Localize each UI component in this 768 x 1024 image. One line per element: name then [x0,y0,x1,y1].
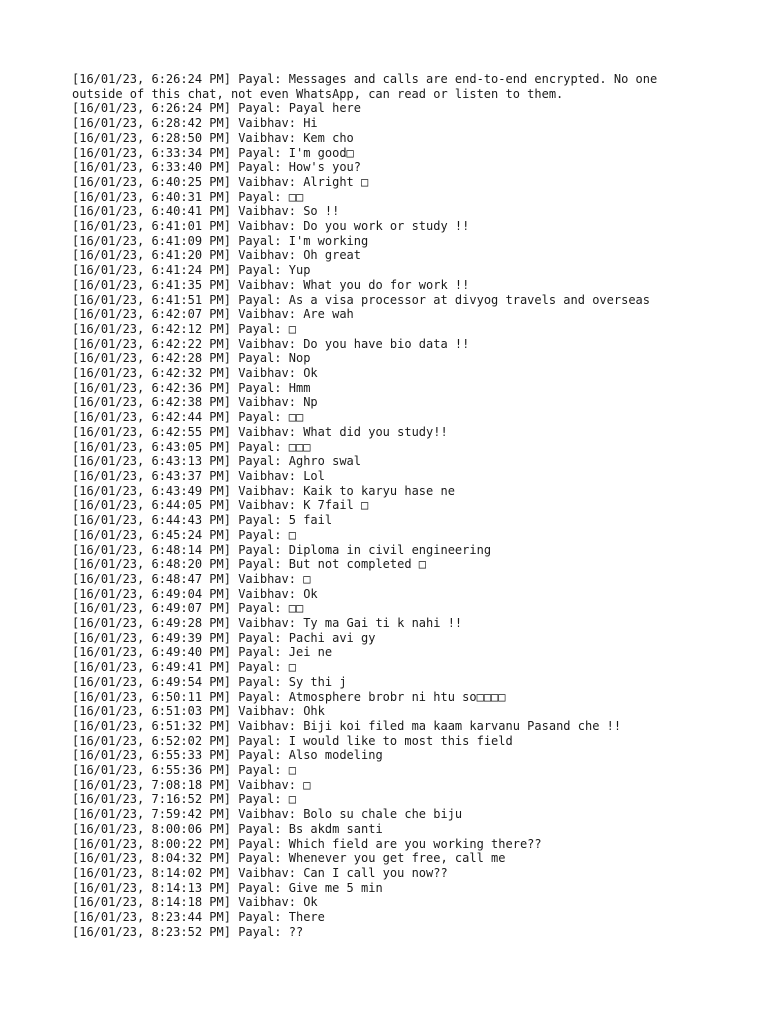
chat-line [72,601,712,616]
message-text: Payal: Bs akdm santi [238,821,383,836]
chat-line [72,837,712,852]
message-timestamp: [16/01/23, 6:42:55 PM] [72,424,231,439]
chat-line [72,454,712,469]
message-timestamp: [16/01/23, 6:43:13 PM] [72,454,231,469]
message-timestamp: [16/01/23, 7:59:42 PM] [72,807,231,822]
message-text: Payal: □ [238,763,296,778]
message-text: Payal: □□ [238,601,304,616]
message-text: Payal: ?? [238,924,304,939]
chat-line [72,322,712,337]
message-text: Vaibhav: Ok [238,586,318,601]
message-text: Vaibhav: Oh great [238,248,362,263]
message-text: Payal: □□□ [238,439,311,454]
message-text: Payal: Diploma in civil engineering [238,542,492,557]
message-text: Payal: I would like to most this field [238,733,513,748]
message-timestamp: [16/01/23, 6:40:25 PM] [72,174,231,189]
chat-line [72,792,712,807]
message-timestamp: [16/01/23, 6:28:42 PM] [72,116,231,131]
message-text: Vaibhav: Ty ma Gai ti k nahi !! [238,616,463,631]
message-timestamp: [16/01/23, 6:41:51 PM] [72,292,231,307]
message-timestamp: [16/01/23, 6:55:33 PM] [72,748,231,763]
message-text: Payal: □ [238,527,296,542]
message-timestamp: [16/01/23, 6:42:38 PM] [72,395,231,410]
message-timestamp: [16/01/23, 6:48:47 PM] [72,571,231,586]
chat-line [72,528,712,543]
chat-line [72,263,712,278]
chat-line [72,675,712,690]
message-text: Payal: Aghro swal [238,454,362,469]
message-text: Payal: Yup [238,263,311,278]
message-timestamp: [16/01/23, 8:00:06 PM] [72,821,231,836]
message-timestamp: [16/01/23, 6:43:49 PM] [72,483,231,498]
message-timestamp: [16/01/23, 6:42:28 PM] [72,351,231,366]
message-timestamp: [16/01/23, 8:00:22 PM] [72,836,231,851]
chat-line [72,72,712,101]
message-timestamp: [16/01/23, 6:41:09 PM] [72,233,231,248]
chat-line [72,763,712,778]
message-text: Vaibhav: What you do for work !! [238,277,470,292]
message-text: Payal: Nop [238,351,311,366]
chat-line [72,381,712,396]
chat-line [72,484,712,499]
message-timestamp: [16/01/23, 6:41:35 PM] [72,277,231,292]
message-timestamp: [16/01/23, 6:51:32 PM] [72,718,231,733]
chat-line [72,734,712,749]
message-text: Vaibhav: Alright □ [238,174,369,189]
message-text: Payal: Messages and calls are end-to-end encrypted. No one outside of this chat, not even WhatsApp, can read or listen to them. [72,72,658,101]
message-text: Payal: Sy thi j [238,674,347,689]
message-text: Vaibhav: Np [238,395,318,410]
chat-line [72,204,712,219]
chat-line [72,395,712,410]
message-timestamp: [16/01/23, 6:49:04 PM] [72,586,231,601]
message-text: Payal: I'm working [238,233,369,248]
chat-line [72,146,712,161]
chat-line [72,616,712,631]
message-text: Vaibhav: Ok [238,366,318,381]
chat-line [72,160,712,175]
message-timestamp: [16/01/23, 8:14:18 PM] [72,895,231,910]
message-text: Vaibhav: Can I call you now?? [238,865,448,880]
message-timestamp: [16/01/23, 7:08:18 PM] [72,777,231,792]
chat-line [72,101,712,116]
message-text: Payal: Pachi avi gy [238,630,376,645]
message-timestamp: [16/01/23, 6:52:02 PM] [72,733,231,748]
chat-line [72,278,712,293]
message-text: Vaibhav: Biji koi filed ma kaam karvanu Pasand che !! [238,718,622,733]
chat-line [72,587,712,602]
message-timestamp: [16/01/23, 6:28:50 PM] [72,130,231,145]
message-timestamp: [16/01/23, 6:42:32 PM] [72,366,231,381]
message-text: Vaibhav: Kem cho [238,130,354,145]
chat-line [72,881,712,896]
message-text: Vaibhav: Are wah [238,307,354,322]
message-timestamp: [16/01/23, 6:42:36 PM] [72,380,231,395]
message-text: Payal: I'm good□ [238,145,354,160]
chat-line [72,131,712,146]
chat-line [72,572,712,587]
chat-line [72,925,712,940]
message-text: Vaibhav: Lol [238,468,325,483]
message-text: Vaibhav: K 7fail □ [238,498,369,513]
chat-line [72,631,712,646]
chat-line [72,851,712,866]
chat-line [72,557,712,572]
message-timestamp: [16/01/23, 6:26:24 PM] [72,101,231,116]
chat-line [72,175,712,190]
chat-line [72,425,712,440]
chat-line [72,351,712,366]
message-timestamp: [16/01/23, 6:55:36 PM] [72,763,231,778]
chat-line [72,513,712,528]
chat-line [72,410,712,425]
message-text: Payal: As a visa processor at divyog travels and overseas [238,292,650,307]
message-text: Vaibhav: Do you work or study !! [238,219,470,234]
message-text: Payal: Whenever you get free, call me [238,851,506,866]
message-text: Payal: □ [238,792,296,807]
message-text: Payal: There [238,910,325,925]
chat-line [72,116,712,131]
message-text: Payal: Give me 5 min [238,880,383,895]
message-text: Payal: □ [238,660,296,675]
chat-line [72,293,712,308]
message-text: Payal: Atmosphere brobr ni htu so□□□□ [238,689,506,704]
message-text: Vaibhav: Hi [238,116,318,131]
chat-line [72,807,712,822]
message-timestamp: [16/01/23, 6:42:12 PM] [72,321,231,336]
chat-line [72,440,712,455]
message-timestamp: [16/01/23, 7:16:52 PM] [72,792,231,807]
message-timestamp: [16/01/23, 8:14:02 PM] [72,865,231,880]
chat-line [72,704,712,719]
message-text: Vaibhav: What did you study!! [238,424,448,439]
chat-line [72,543,712,558]
message-timestamp: [16/01/23, 8:23:52 PM] [72,924,231,939]
chat-line [72,895,712,910]
message-timestamp: [16/01/23, 6:41:20 PM] [72,248,231,263]
message-timestamp: [16/01/23, 6:49:41 PM] [72,660,231,675]
message-text: Payal: Hmm [238,380,311,395]
message-text: Vaibhav: Kaik to karyu hase ne [238,483,455,498]
chat-line [72,910,712,925]
message-timestamp: [16/01/23, 6:48:14 PM] [72,542,231,557]
chat-line [72,690,712,705]
chat-line [72,219,712,234]
message-timestamp: [16/01/23, 6:40:41 PM] [72,204,231,219]
message-timestamp: [16/01/23, 6:48:20 PM] [72,557,231,572]
message-text: Vaibhav: So !! [238,204,340,219]
message-text: Payal: □□ [238,189,304,204]
message-text: Payal: Also modeling [238,748,383,763]
message-text: Payal: How's you? [238,160,362,175]
message-timestamp: [16/01/23, 8:04:32 PM] [72,851,231,866]
chat-line [72,248,712,263]
chat-line [72,645,712,660]
message-timestamp: [16/01/23, 6:43:05 PM] [72,439,231,454]
message-timestamp: [16/01/23, 6:45:24 PM] [72,527,231,542]
message-timestamp: [16/01/23, 6:49:07 PM] [72,601,231,616]
message-timestamp: [16/01/23, 6:44:05 PM] [72,498,231,513]
message-timestamp: [16/01/23, 6:33:40 PM] [72,160,231,175]
chat-line [72,366,712,381]
chat-line [72,307,712,322]
message-timestamp: [16/01/23, 6:44:43 PM] [72,513,231,528]
chat-line [72,866,712,881]
chat-line [72,719,712,734]
chat-line [72,337,712,352]
chat-line [72,778,712,793]
chat-transcript [72,72,712,939]
message-text: Vaibhav: Do you have bio data !! [238,336,470,351]
message-timestamp: [16/01/23, 6:40:31 PM] [72,189,231,204]
message-text: Payal: Jei ne [238,645,333,660]
message-text: Payal: Which field are you working there?? [238,836,542,851]
message-timestamp: [16/01/23, 6:49:28 PM] [72,616,231,631]
message-text: Payal: □ [238,321,296,336]
chat-line [72,469,712,484]
chat-line [72,660,712,675]
message-timestamp: [16/01/23, 6:49:54 PM] [72,674,231,689]
message-timestamp: [16/01/23, 6:42:44 PM] [72,410,231,425]
message-text: Vaibhav: □ [238,777,311,792]
message-timestamp: [16/01/23, 8:23:44 PM] [72,910,231,925]
message-text: Payal: Payal here [238,101,362,116]
message-text: Vaibhav: Ok [238,895,318,910]
message-timestamp: [16/01/23, 6:41:01 PM] [72,219,231,234]
message-timestamp: [16/01/23, 6:33:34 PM] [72,145,231,160]
chat-line [72,190,712,205]
message-text: Vaibhav: Ohk [238,704,325,719]
message-text: Vaibhav: □ [238,571,311,586]
chat-line [72,748,712,763]
message-text: Vaibhav: Bolo su chale che biju [238,807,463,822]
message-timestamp: [16/01/23, 6:43:37 PM] [72,468,231,483]
message-text: Payal: 5 fail [238,513,333,528]
message-text: Payal: □□ [238,410,304,425]
message-timestamp: [16/01/23, 6:50:11 PM] [72,689,231,704]
chat-line [72,822,712,837]
chat-line [72,234,712,249]
message-timestamp: [16/01/23, 6:41:24 PM] [72,263,231,278]
message-timestamp: [16/01/23, 6:49:40 PM] [72,645,231,660]
message-timestamp: [16/01/23, 6:49:39 PM] [72,630,231,645]
message-timestamp: [16/01/23, 6:51:03 PM] [72,704,231,719]
message-timestamp: [16/01/23, 6:42:07 PM] [72,307,231,322]
message-timestamp: [16/01/23, 6:42:22 PM] [72,336,231,351]
message-timestamp: [16/01/23, 8:14:13 PM] [72,880,231,895]
message-timestamp: [16/01/23, 6:26:24 PM] [72,72,231,86]
chat-line [72,498,712,513]
message-text: Payal: But not completed □ [238,557,427,572]
